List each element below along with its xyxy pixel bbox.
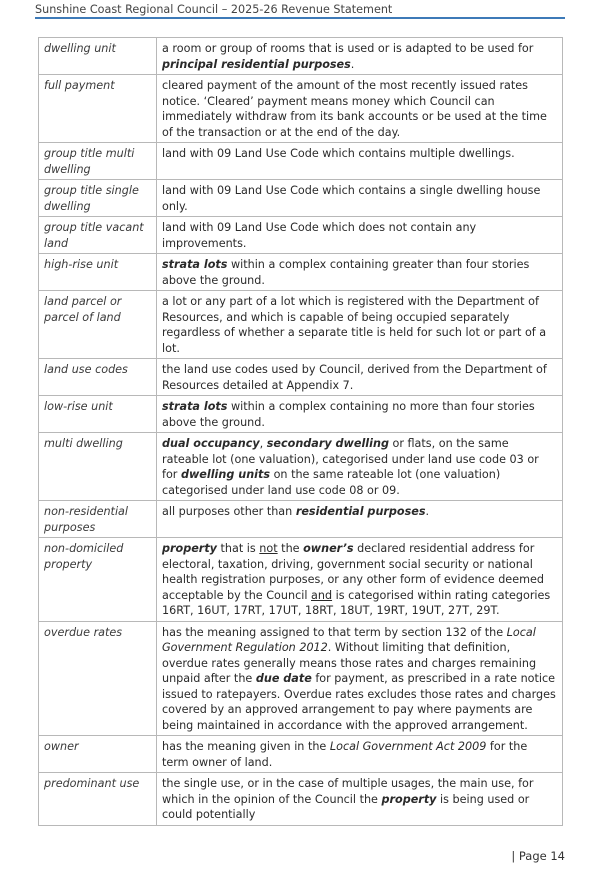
definition-term: full payment [39, 75, 157, 143]
definition-segment: . [425, 505, 430, 518]
definition-text [157, 621, 563, 736]
defined-term-ref: secondary dwelling [266, 437, 389, 450]
definition-text [157, 433, 563, 501]
definition-term: overdue rates [39, 621, 157, 736]
definition-term: group title single dwelling [39, 180, 157, 217]
definition-row [39, 433, 563, 501]
definition-term: owner [39, 736, 157, 773]
definition-row [39, 773, 563, 826]
definition-row [39, 621, 563, 736]
defined-term-ref: property [381, 792, 437, 806]
definition-text [157, 291, 563, 359]
defined-term-ref: strata lots [162, 258, 228, 271]
definition-segment: Local Government Regulation 2012 [162, 625, 536, 654]
definition-segment: within a complex containing greater than four stories above the ground. [162, 258, 530, 287]
definition-segment: on the same rateable lot (one valuation) categorised under land use code 08 or 09. [162, 468, 501, 497]
document-header: Sunshine Coast Regional Council – 2025-26 Revenue Statement [35, 3, 393, 16]
definition-segment: the land use codes used by Council, derived from the Department of Resources detailed at Appendix 7. [162, 363, 547, 392]
definition-segment: within a complex containing no more than four stories above the ground. [162, 400, 535, 429]
definition-text [157, 217, 563, 254]
definition-segment: land with 09 Land Use Code which does not contain any improvements. [162, 221, 477, 250]
defined-term-ref: dual occupancy [162, 437, 260, 450]
definition-text [157, 359, 563, 396]
definition-segment: a room or group of rooms that is used or is adapted to be used for [162, 42, 534, 55]
definition-term: multi dwelling [39, 433, 157, 501]
definition-text [157, 180, 563, 217]
definition-segment: is categorised within rating categories 16RT, 16UT, 17RT, 17UT, 18RT, 18UT, 19RT, 19UT, 27T, 29T. [162, 588, 551, 617]
definition-segment: or flats, on the same rateable lot (one valuation), categorised under land use code 03 or for [162, 437, 539, 481]
definition-term: high-rise unit [39, 254, 157, 291]
definition-row [39, 359, 563, 396]
definition-segment: , [259, 437, 267, 450]
definition-segment: is being used or could potentially [162, 792, 530, 821]
definition-row [39, 736, 563, 773]
definition-segment: and [311, 588, 333, 602]
definition-text [157, 396, 563, 433]
definition-text [157, 143, 563, 180]
definition-segment: not [259, 542, 278, 555]
definition-segment: cleared payment of the amount of the most recently issued rates notice. ‘Cleared’ payment means money which Council can immediately withdraw from its bank accounts or be used at the time of the transaction or at the end of the day. [162, 79, 547, 139]
definition-row [39, 501, 563, 538]
definition-segment: the single use, or in the case of multiple usages, the main use, for which in the opinion of the Council the [162, 777, 534, 806]
definition-segment: . [350, 57, 355, 71]
definition-segment: land with 09 Land Use Code which contains multiple dwellings. [162, 147, 515, 160]
definition-row [39, 180, 563, 217]
definition-text [157, 254, 563, 291]
defined-term-ref: property [162, 542, 217, 555]
definition-segment: has the meaning given in the [162, 740, 330, 753]
defined-term-ref: owner’s [303, 542, 354, 555]
defined-term-ref: dwelling units [180, 468, 271, 481]
definition-segment: has the meaning assigned to that term by section 132 of the [162, 625, 507, 639]
definition-row [39, 538, 563, 622]
definition-term: land parcel or parcel of land [39, 291, 157, 359]
definition-segment: that is [216, 542, 260, 555]
definition-segment: for payment, as prescribed in a rate notice issued to ratepayers. Overdue rates excludes those rates and charges covered by an approved arrangement to pay where payments are being maintained in accordance with the approved arrangement. [162, 672, 556, 732]
definition-row [39, 75, 563, 143]
definition-segment: the [277, 542, 304, 555]
definition-row [39, 291, 563, 359]
definition-term: land use codes [39, 359, 157, 396]
definition-text [157, 736, 563, 773]
definition-text [157, 501, 563, 538]
definition-segment: all purposes other than [162, 505, 296, 518]
definition-term: group title vacant land [39, 217, 157, 254]
header-divider [35, 17, 565, 19]
definitions-table [38, 37, 563, 826]
definition-term: predominant use [39, 773, 157, 826]
definition-segment: for the term owner of land. [162, 740, 528, 769]
definition-row [39, 217, 563, 254]
definition-segment: a lot or any part of a lot which is registered with the Department of Resources, and which is capable of being occupied separately regardless of whether a separate title is held for such lot or part of a lot. [162, 295, 547, 355]
defined-term-ref: residential purposes [295, 505, 426, 518]
definition-segment: land with 09 Land Use Code which contains a single dwelling house only. [162, 184, 541, 213]
definition-row [39, 143, 563, 180]
definition-term: dwelling unit [39, 38, 157, 75]
definition-term: group title multi dwelling [39, 143, 157, 180]
defined-term-ref: strata lots [162, 400, 228, 413]
definition-term: non-residential purposes [39, 501, 157, 538]
definition-text [157, 38, 563, 75]
definition-row [39, 38, 563, 75]
definition-segment: . Without limiting that definition, overdue rates generally means those rates and charges remaining unpaid after the [162, 641, 537, 685]
definition-segment: Local Government Act 2009 [329, 740, 487, 753]
definition-text [157, 538, 563, 622]
definition-term: non-domiciled property [39, 538, 157, 622]
definition-row [39, 396, 563, 433]
definition-row [39, 254, 563, 291]
page-number: | Page 14 [511, 849, 565, 863]
definition-segment: declared residential address for electoral, taxation, driving, government social security or national health registration purposes, or any other form of evidence deemed acceptable by the Council [162, 542, 544, 602]
definition-text [157, 773, 563, 826]
defined-term-ref: principal residential purposes [162, 57, 351, 71]
definition-term: low-rise unit [39, 396, 157, 433]
definition-text [157, 75, 563, 143]
defined-term-ref: due date [255, 672, 312, 685]
